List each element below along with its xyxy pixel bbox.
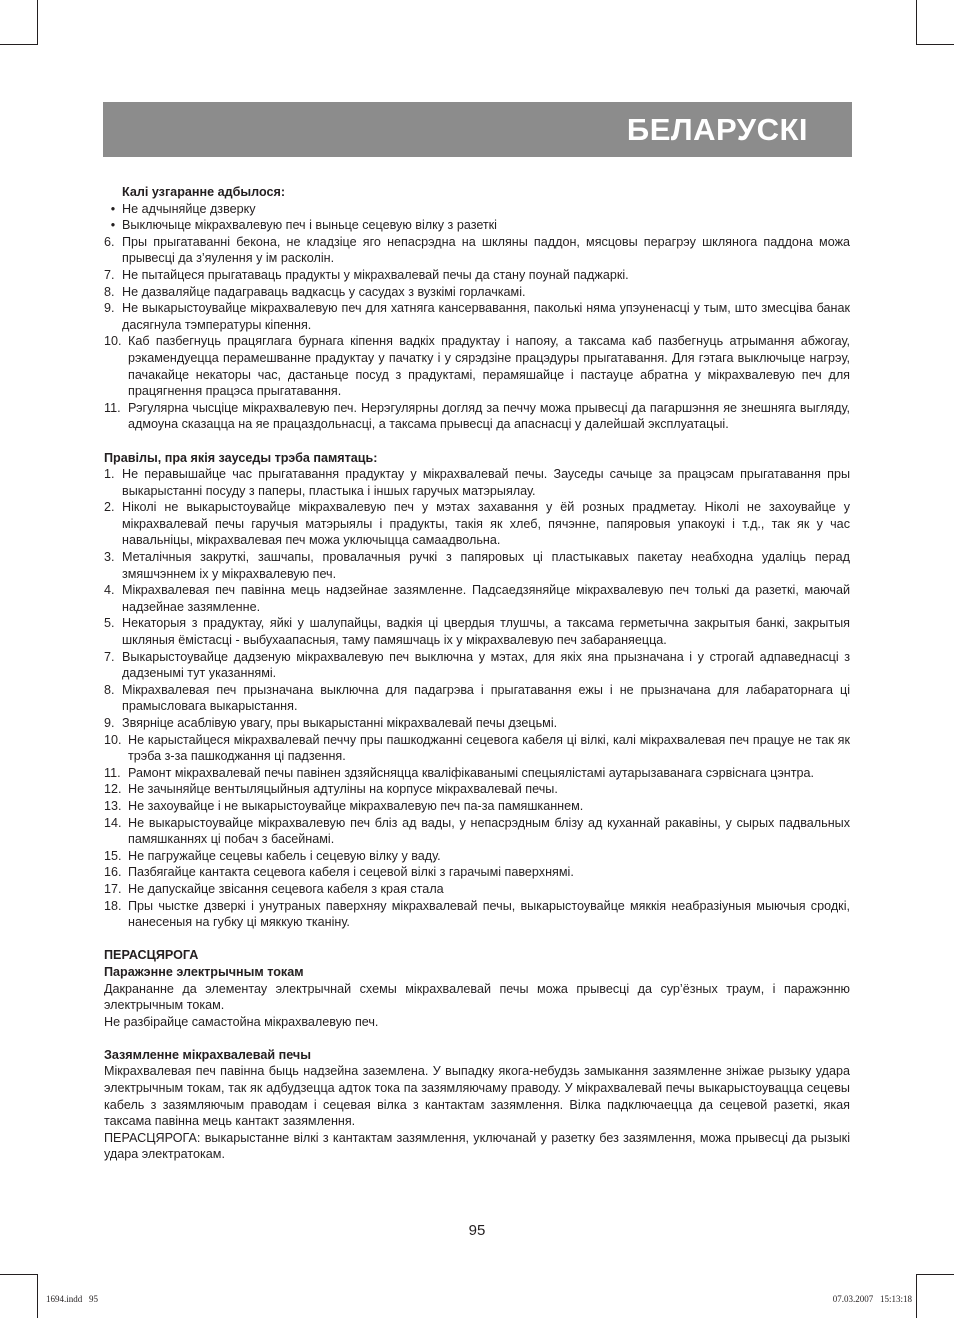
- footer-timestamp: 07.03.2007 15:13:18: [832, 1294, 912, 1304]
- list-item: • Не адчыняйце дзверку: [104, 201, 850, 218]
- warning-heading: ПЕРАСЦЯРОГА: [104, 948, 199, 963]
- list-item: 12. Не зачыняйце вентыляцыйныя адтуліны на корпусе мікрахвалевай печы.: [104, 782, 558, 797]
- list-item: 11. Рамонт мікрахвалевай печы павінен здзяйсняцца кваліфікаванымі спецыялістамі аутарызаванага сэрвіснага цэнтра.: [104, 765, 815, 780]
- list-item: 9. Звярніце асаблівую увагу, пры выкарыстанні мікрахвалевай печы дзецьмі.: [104, 716, 558, 730]
- crop-mark: [37, 1274, 38, 1318]
- bullet-icon: •: [110, 218, 116, 233]
- list-item: 8. Не дазваляйце падаграваць вадкасць у сасудах з вузкімі горлачкамі.: [104, 284, 526, 299]
- crop-mark: [0, 44, 37, 45]
- page-number: 95: [468, 1222, 486, 1239]
- crop-mark: [917, 44, 954, 45]
- list-item: 8. Мікрахвалевая печ прызначана выключна для падагрэва і прыгатавання ежы і не прызначана для лабараторнага ці прамысловага выкарыстання.: [104, 682, 850, 714]
- paragraph: Не разбірайце самастойна мікрахвалевую печ.: [104, 1014, 379, 1029]
- page-title: БЕЛАРУСКІ: [626, 112, 808, 147]
- crop-mark: [37, 0, 38, 45]
- footer-file-label: 1694.indd 95: [46, 1294, 99, 1304]
- list-item: 16. Пазбягайце кантакта сецевога кабеля і сецевой вілкі з гарачымі паверхнямі.: [104, 865, 574, 880]
- list-item: 3. Металічныя закруткі, зашчапы, провалачныя ручкі з папяровых ці пластыкавых пакетау неабходна удаліць перад змяшчэннем іх у мікрахвалевую печ.: [104, 550, 850, 581]
- list-item: 15. Не пагружайце сецевы кабель і сецевую вілку у ваду.: [104, 848, 441, 863]
- list-item: • Выключыце мікрахвалевую печ і выньце сецевую вілку з разеткі: [104, 217, 850, 234]
- list-item: 1. Не перавышайце час прыгатавання прадуктау у мікрахвалевай печы. Зауседы сачыце за працэсам прыгатавання пры выкарыстанні посуду з паперы, пластыка і іншых гаручых матэрыялау.: [104, 467, 850, 498]
- crop-mark: [0, 1274, 37, 1275]
- crop-mark: [917, 1274, 954, 1275]
- paragraph: Мікрахвалевая печ павінна быць надзейна заземлена. У выпадку якога-небудзь замыкання зазямленне зніжае рызыку удара электрычным токам, так як адбудзецца адток тока па зазямляючаму праводу. У мікрахвалевай печы выкарыстоувацца сецевы кабель з зазямляючым праводам і сецевая вілка з кантактам зазямлення. Вілка падключаецца да сецевой разеткі, якая таксама павінна мець кантакт зазямлення.: [104, 1064, 850, 1129]
- list-item: 7. Не пытайцеся прыгатаваць прадукты у мікрахвалевай печы да стану поунай паджаркі.: [104, 267, 629, 282]
- subheading: Паражэнне электрычным токам: [104, 964, 304, 979]
- list-item: 11. Рэгулярна чысціце мікрахвалевую печ. Нерэгулярны догляд за печчу можа прывесці да пагаршэння яе знешняга выгляду, адмоуна сказацца на яе працаздольнасці, а таксама прывесці да апаснасці у далейшай эксплуатацыі.: [104, 400, 850, 432]
- list-item: 7. Выкарыстоувайце дадзеную мікрахвалевую печ выключна у мэтах, для якіх яна прызначана і у строгай адпаведнасці з дадзенымі тут указаннямі.: [104, 649, 850, 681]
- section-heading: Правілы, пра якія зауседы трэба памятаць:: [104, 450, 378, 465]
- bullet-icon: •: [110, 201, 116, 216]
- section-heading: Калі узгаранне адбылося:: [122, 185, 286, 199]
- list-item: 5. Некаторыя з прадуктау, яйкі у шалупайцы, вадкія ці цвердыя тлушчы, а таксама герметычна закрытыя банкі, закрытыя шкляныя ёмістасці - выбухаапасныя, таму памяшчаць іх у мікрахвалевую печ забараняецца.: [104, 616, 850, 648]
- bullet-list: [104, 201, 850, 234]
- header-banner: [103, 102, 852, 157]
- crop-mark: [916, 0, 917, 45]
- document-body: [104, 184, 850, 1163]
- list-item: 13. Не захоувайце і не выкарыстоувайце мікрахвалевую печ па-за памяшканнем.: [104, 798, 584, 813]
- subheading: Зазямленне мікрахвалевай печы: [104, 1047, 311, 1062]
- list-item: 17. Не дапускайце звісання сецевога кабеля з края стала: [104, 881, 444, 896]
- list-item: 9. Не выкарыстоувайце мікрахвалевую печ для хатняга кансервавання, паколькі няма упэуненасці у тым, што змесціва банак дасягнула тэмпературы кіпення.: [104, 301, 850, 332]
- numbered-list: [104, 466, 850, 931]
- list-item: 6. Пры прыгатаванні бекона, не кладзіце яго непасрэдна на шкляны паддон, мясцовы перагрэу шклянога паддона можа прывесці да з’яулення у ім расколін.: [104, 234, 850, 266]
- list-item: 4. Мікрахвалевая печ павінна мець надзейнае зазямленне. Падсаедзяняйце мікрахвалевую печ толькі да разеткі, маючай надзейнае зазямленне.: [104, 583, 850, 614]
- numbered-list: [104, 234, 850, 433]
- paragraph: Дакрананне да элементау электрычнай схемы мікрахвалевай печы можа прывесці да сур’ёзных траум, і паражэнню электрычным токам.: [104, 981, 850, 1013]
- list-item: 10. Не карыстайцеся мікрахвалевай печчу пры пашкоджанні сецевога кабеля ці вілкі, калі мікрахвалевая печ працуе не так як трэба з-за пашкоджання ці падзення.: [104, 732, 850, 764]
- paragraph: ПЕРАСЦЯРОГА: выкарыстанне вілкі з кантактам зазямлення, уключанай у разетку без зазямлення, можа прывесці да рызыкі удара электратокам.: [104, 1130, 850, 1162]
- list-item: 2. Ніколі не выкарыстоувайце мікрахвалевую печ у мэтах захавання у ёй розных прадметау. Ніколі не захоувайце у мікрахвалевай печы гаручыя матэрыялы і прадукты, такія як хлеб, пячэнне, папяровыя упакоукі і т.д., так як у час навальніцы, мікрахвалевая печ можа уключыцца самаадвольна.: [104, 500, 850, 548]
- list-item: 14. Не выкарыстоувайце мікрахвалевую печ бліз ад вады, у непасрэдным блізу ад куханнай ракавіны, у сырых падвальных памяшканнях ці побач з басейнамі.: [104, 815, 850, 847]
- list-item: 18. Пры чыстке дзверкі і унутраных паверхняу мікрахвалевай печы, выкарыстоувайце мяккія неабразіуныя мыючыя сродкі, нанесеныя на губку ці мяккую тканіну.: [104, 898, 850, 930]
- list-item: 10. Каб пазбегнуць працяглага бурнага кіпення вадкіх прадуктау і напояу, а таксама каб пазбегнуць атрымання абжогау, рэкамендуецца перамешванне прадуктау у пачатку і у сярэдзіне працэдуры прыгатавання. Для гэтага выключыце нагрэу, пачакайце некаторы час, дастаньце посуд з прадуктамі, перамяшайце і пастауце абратна у мікрахвалевую печ для працягнення працэса прыгатавання.: [104, 334, 850, 399]
- crop-mark: [916, 1274, 917, 1318]
